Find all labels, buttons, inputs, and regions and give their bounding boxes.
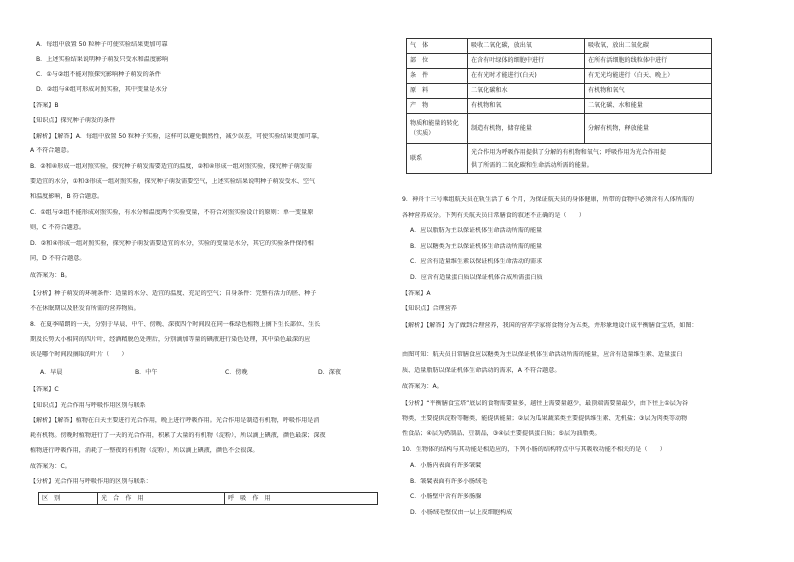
q10-option-d: D．小肠绒毛壁仅由一层上皮细胞构成: [410, 509, 513, 516]
relation-line: 光合作用为呼吸作用提供了分解的有机物和氧气；呼吸作用为光合作用提: [471, 148, 666, 156]
q9-option-d: D．应含有适量蛋白质以保证机体合成所需蛋白质: [410, 274, 543, 281]
summary-line: 不在休眠期以及胚发育所需的营养物质。: [30, 305, 140, 312]
table-row: [407, 99, 712, 114]
table-cell: 部 位: [407, 54, 468, 69]
comparison-table-head: [38, 492, 378, 505]
q9-analysis-line: 由图可知：航天员日常膳食应以糖类为主以保证机体生命活动所需的能量，应含有适量维生素、适量蛋白: [402, 351, 683, 358]
question-8-line: 8．在夏季晴朗的一天，分别于早晨、中午、傍晚、深夜四个时间段在同一株绿色植物上摘下生长部位、生长: [30, 321, 321, 328]
table-row: [407, 69, 712, 84]
table-row: [407, 39, 712, 54]
table-cell: 气 体: [407, 39, 468, 54]
table-cell: 有无光均能进行（白天、晚上）: [585, 69, 712, 84]
q8-option-a: A．早晨: [40, 369, 63, 376]
table-cell: 物质和能量的转化（实质）: [407, 114, 468, 144]
q9-summary-line: 物类，主要提供淀粉等糖类，能提供能量；②层为瓜果蔬菜类主要提供维生素、无机盐；③层为肉类等动物: [402, 415, 688, 422]
q8-option-c: C．傍晚: [225, 369, 248, 376]
analysis-line: 和温度影响，B 符合题意。: [30, 193, 104, 200]
q9-analysis-line: 【解析】【解答】为了做到合理营养，我国的营养学家将食物分为五类，并形象地设计成平衡膳食宝塔，如图：: [402, 322, 698, 329]
question-8-line: 该是哪个时间段摘取的叶片（ ）: [30, 351, 128, 358]
q9-knowledge-point: 【知识点】合理营养: [402, 305, 457, 312]
q8-answer: 【答案】C: [30, 386, 59, 393]
question-8-line: 期及长势大小相同的四片叶，经酒精脱色处理后，分别滴加等量的碘液进行染色处理，其中染色最深的应: [30, 336, 311, 343]
analysis-line: 则，C 不符合题意。: [30, 224, 85, 231]
relation-line: 供了所需的二氧化碳和生命活动所需的能量。: [471, 161, 593, 169]
analysis-line: 故答案为：B。: [30, 272, 71, 279]
analysis-line: A 不符合题意。: [30, 147, 73, 154]
q8-option-b: B．中午: [135, 369, 158, 376]
q9-option-b: B．应以糖类为主以保证机体生命活动所需的能量: [410, 243, 543, 250]
table-row: [407, 54, 712, 69]
q8-knowledge-point: 【知识点】光合作用与呼吸作用区别与联系: [30, 402, 146, 409]
q9-option-c: C．应含有适量维生素以保证机体生命活动的需求: [410, 258, 543, 265]
q8-analysis-line: 植物进行呼吸作用，消耗了一整夜的有机物（淀粉），所以滴上碘液，颜色不会很深。: [30, 447, 259, 454]
q8-analysis-line: 耗有机物。傍晚时植物进行了一天的光合作用，积累了大量的有机物（淀粉），所以滴上碘液，颜色最深；深夜: [30, 432, 326, 439]
option-c: C．①与②组不能对照探究影响种子萌发的条件: [36, 71, 161, 78]
option-d: D．②组与④组可形成对照实验，其中变量是水分: [36, 86, 168, 93]
q9-analysis-line: 故答案为：A。: [402, 383, 443, 390]
q8-option-d: D．深夜: [318, 369, 341, 376]
table-cell: 在有光时才能进行(白天): [468, 69, 585, 84]
table-cell: 吸收氧，放出二氧化碳: [585, 39, 712, 54]
analysis-line: 【解析】【解答】A．每组中放置 50 粒种子实验，这样可以避免偶然性，减少误差，可使实验结果更加可靠，: [30, 133, 324, 140]
q8-analysis-line: 故答案为：C。: [30, 463, 71, 470]
table-cell: 原 料: [407, 84, 468, 99]
table-row: [407, 114, 712, 144]
question-8-options: [40, 369, 380, 377]
table-row: [407, 144, 712, 174]
analysis-line: D．②和④形成一组对照实验，探究种子萌发需要适宜的水分，实验的变量是水分，其它的实验条件保持相: [30, 240, 314, 247]
question-9-line: 9．神舟十三号乘组航天员在轨生活了 6 个月，为保证航天员的身体健康，所带的食物中必须含有人体所需的: [402, 196, 694, 203]
analysis-line: C．①组与②组不能形成对照实验，有水分和温度两个实验变量，不符合对照实验设计的原则：单一变量原: [30, 209, 314, 216]
answer-label: 【答案】B: [30, 102, 59, 109]
table-cell: 产 物: [407, 99, 468, 114]
table-cell: 条 件: [407, 69, 468, 84]
option-a: A．每组中放置 50 粒种子可使实验结果更加可靠: [36, 41, 168, 48]
table-cell: 二氧化碳和水: [468, 84, 585, 99]
q10-option-a: A．小肠内表面有许多皱襞: [410, 462, 482, 469]
q8-analysis-line: 【解析】【解答】植物在白天主要进行光合作用，晚上进行呼吸作用。光合作用是制造有机物，呼吸作用是消: [30, 417, 320, 424]
table-row: [407, 84, 712, 99]
question-9-line: 各种营养成分。下列有关航天员日常膳食的叙述不正确的是（ ）: [402, 212, 585, 219]
knowledge-point: 【知识点】探究种子萌发的条件: [30, 117, 116, 124]
table-cell: 制造有机物，储存能量: [468, 114, 585, 144]
q9-answer: 【答案】A: [402, 290, 431, 297]
table-header-cell: 光 合 作 用: [98, 493, 225, 505]
table-cell: 在所有活细胞的线粒体中进行: [585, 54, 712, 69]
q10-option-b: B．皱襞表面有许多小肠绒毛: [410, 478, 488, 485]
q8-summary: 【分析】光合作用与呼吸作用的区别与联系：: [30, 478, 152, 485]
q9-analysis-line: 质、适量脂肪以保证机体生命活动的需求，A 不符合题意。: [402, 367, 561, 374]
analysis-line: 要适宜的水分，①和③形成一组对照实验，探究种子萌发需要空气，上述实验结果说明种子萌发受水、空气: [30, 178, 316, 185]
option-b: B．上述实验结果说明种子萌发只受水和温度影响: [36, 56, 169, 63]
analysis-line: 同，D 不符合题意。: [30, 255, 86, 262]
table-cell: 有机物和氧气: [585, 84, 712, 99]
q9-summary-line: 性食品；④层为奶制品、豆制品，③④层主要提供蛋白质；⑤层为油脂类。: [402, 430, 601, 437]
analysis-line: B．②和④形成一组对照实验，探究种子萌发需要适宜的温度，②和④形成一组对照实验，探究种子萌发需: [30, 163, 312, 170]
table-cell: 有机物和氧: [468, 99, 585, 114]
q10-option-c: C．小肠壁中含有许多肠腺: [410, 493, 482, 500]
table-cell: 吸收二氧化碳，放出氧: [468, 39, 585, 54]
q9-option-a: A．应以脂肪为主以保证机体生命活动所需的能量: [410, 227, 543, 234]
table-cell: 联系: [407, 144, 468, 174]
question-10: 10．生物体的结构与其功能是相适应的，下列小肠的结构特点中与其吸收功能不相关的是（ ）: [402, 446, 666, 453]
table-cell: 在含有叶绿体的细胞中进行: [468, 54, 585, 69]
table-cell: 二氧化碳、水和能量: [585, 99, 712, 114]
q9-summary-line: 【分析】“平衡膳食宝塔”底层的食物需要量多，越往上需要量越少，最顶端需要量最少，由下往上①层为谷: [402, 400, 688, 407]
comparison-table: [406, 38, 712, 174]
table-header-cell: 区 别: [39, 493, 98, 505]
table-cell-relation: [468, 144, 712, 174]
table-header-cell: 呼 吸 作 用: [225, 493, 378, 505]
summary-line: 【分析】种子萌发的环境条件：适量的水分、适宜的温度、充足的空气；自身条件：完整有活力的胚、种子: [30, 290, 317, 297]
table-cell: 分解有机物，释放能量: [585, 114, 712, 144]
